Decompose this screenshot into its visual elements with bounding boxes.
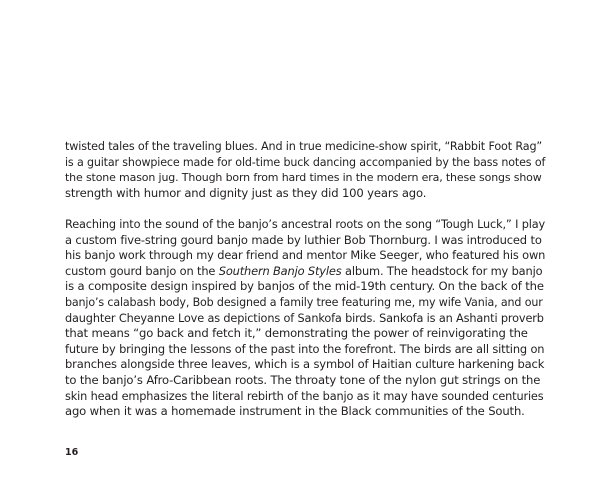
text-run: to the banjo’s Afro-Caribbean roots. The throaty tone of the nylon gut strings on the (65, 372, 541, 387)
text-line (65, 217, 545, 233)
paragraph (65, 217, 545, 420)
text-line (65, 295, 545, 311)
album-title: Southern Banjo Styles (218, 263, 342, 278)
text-line (65, 233, 545, 249)
text-line (65, 139, 545, 155)
text-run: branches alongside three leaves, which is a symbol of Haitian culture harkening back (65, 357, 545, 372)
text-run: Reaching into the sound of the banjo’s ancestral roots on the song “Tough Luck,” I play (65, 217, 546, 231)
text-line (65, 186, 545, 202)
text-run: strength with humor and dignity just as they did 100 years ago. (65, 185, 427, 200)
text-line (65, 311, 545, 327)
text-line (65, 264, 545, 280)
text-run: banjo’s calabash body, Bob designed a family tree featuring me, my wife Vania, and our (65, 295, 543, 309)
text-line (65, 170, 545, 186)
text-run: future by bringing the lessons of the past into the forefront. The birds are all sitting on (65, 341, 545, 356)
text-line (65, 357, 545, 373)
text-run: his banjo work through my dear friend and mentor Mike Seeger, who featured his own (65, 248, 546, 263)
text-line (65, 248, 545, 264)
body-text (65, 139, 545, 435)
text-run: ago when it was a homemade instrument in the Black communities of the South. (65, 404, 525, 419)
text-line (65, 373, 545, 389)
paragraph (65, 139, 545, 201)
text-line (65, 279, 545, 295)
text-line (65, 389, 545, 405)
text-run: the stone mason jug. Though born from hard times in the modern era, these songs show (65, 171, 542, 185)
text-run: is a guitar showpiece made for old-time buck dancing accompanied by the bass notes of (65, 155, 546, 169)
text-line (65, 155, 545, 171)
text-line (65, 342, 545, 358)
text-run: that means “go back and fetch it,” demonstrating the power of reinvigorating the (65, 326, 528, 341)
text-run: a custom five-string gourd banjo made by luthier Bob Thornburg. I was introduced to (65, 232, 542, 247)
text-run: skin head emphasizes the literal rebirth of the banjo as it may have sounded centuries (65, 389, 544, 403)
text-run: twisted tales of the traveling blues. And in true medicine-show spirit, “Rabbit Foot Rag” (65, 140, 543, 153)
page-number: 16 (65, 447, 79, 458)
text-run: album. The headstock for my banjo (341, 263, 543, 278)
text-run: is a composite design inspired by banjos of the mid-19th century. On the back of the (65, 279, 544, 294)
text-run: custom gourd banjo on the (65, 263, 219, 278)
text-run: daughter Cheyanne Love as depictions of Sankofa birds. Sankofa is an Ashanti proverb (65, 311, 544, 325)
text-line (65, 326, 545, 342)
text-line (65, 404, 545, 420)
